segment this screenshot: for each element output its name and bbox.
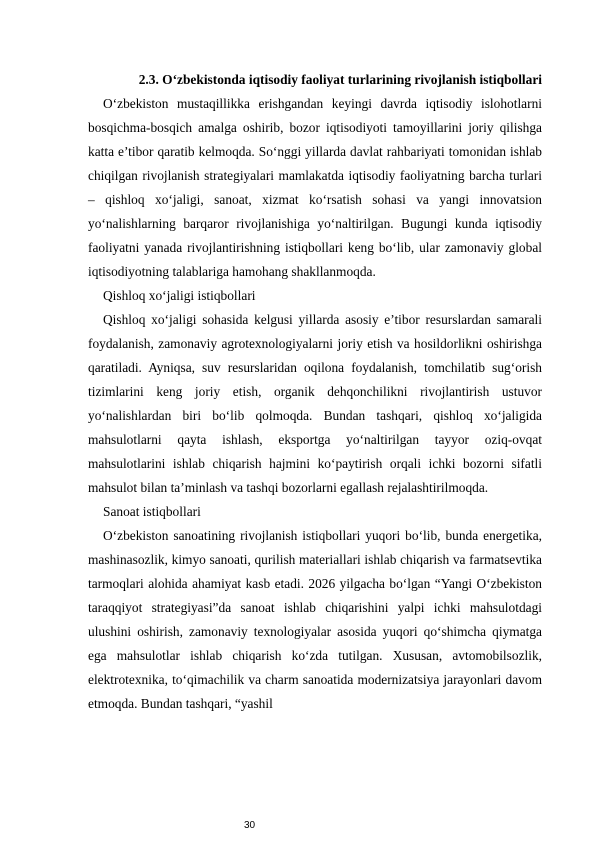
section-heading: 2.3. O‘zbekistonda iqtisodiy faoliyat turlarining rivojlanish istiqbollari bbox=[138, 72, 542, 87]
subheading-agriculture: Qishloq xo‘jaligi istiqbollari bbox=[103, 288, 256, 303]
subheading-industry: Sanoat istiqbollari bbox=[103, 504, 201, 519]
paragraph-agriculture: Qishloq xo‘jaligi sohasida kelgusi yillarda asosiy e’tibor resurslardan samarali foydalanish, zamonaviy agrotexnologiyalarni joriy etish va hosildorlikni oshirishga qaratiladi. Ayniqsa, suv resurslaridan oqilona foydalanish, tomchilatib sug‘orish tizimlarini keng joriy etish, organik dehqonchilikni rivojlantirish ustuvor yo‘nalishlardan biri bo‘lib qolmoqda. Bundan tashqari, qishloq xo‘jaligida mahsulotlarni qayta ishlash, eksportga yo‘naltirilgan tayyor oziq-ovqat mahsulotlarini ishlab chiqarish hajmini ko‘paytirish orqali ichki bozorni sifatli mahsulot bilan ta’minlash va tashqi bozorlarni egallash rejalashtirilmoqda. bbox=[88, 312, 542, 495]
paragraph-industry: O‘zbekiston sanoatining rivojlanish istiqbollari yuqori bo‘lib, bunda energetika, mashinasozlik, kimyo sanoati, qurilish materiallari ishlab chiqarish va farmatsevtika tarmoqlari alohida ahamiyat kasb etadi. 2026 yilgacha bo‘lgan “Yangi O‘zbekiston taraqqiyot strategiyasi”da sanoat ishlab chiqarishini yalpi ichki mahsulotdagi ulushini oshirish, zamonaviy texnologiyalar asosida yuqori qo‘shimcha qiymatga ega mahsulotlar ishlab chiqarish ko‘zda tutilgan. Xususan, avtomobilsozlik, elektrotexnika, to‘qimachilik va charm sanoatida modernizatsiya jarayonlari davom etmoqda. Bundan tashqari, “yashil bbox=[88, 528, 542, 711]
page-number: 30 bbox=[244, 820, 256, 831]
body-text bbox=[88, 92, 542, 716]
paragraph-intro: O‘zbekiston mustaqillikka erishgandan keyingi davrda iqtisodiy islohotlarni bosqichma-bosqich amalga oshirib, bozor iqtisodiyoti tamoyillarini joriy qilishga katta e’tibor qaratib kelmoqda. So‘nggi yillarda davlat rahbariyati tomonidan ishlab chiqilgan rivojlanish strategiyalari mamlakatda iqtisodiy faoliyatning barcha turlari – qishloq xo‘jaligi, sanoat, xizmat ko‘rsatish sohasi va yangi innovatsion yo‘nalishlarning barqaror rivojlanishiga yo‘naltirilgan. Bugungi kunda iqtisodiy faoliyatni yanada rivojlantirishning istiqbollari keng bo‘lib, ular zamonaviy global iqtisodiyotning talablariga hamohang shakllanmoqda. bbox=[88, 96, 542, 279]
